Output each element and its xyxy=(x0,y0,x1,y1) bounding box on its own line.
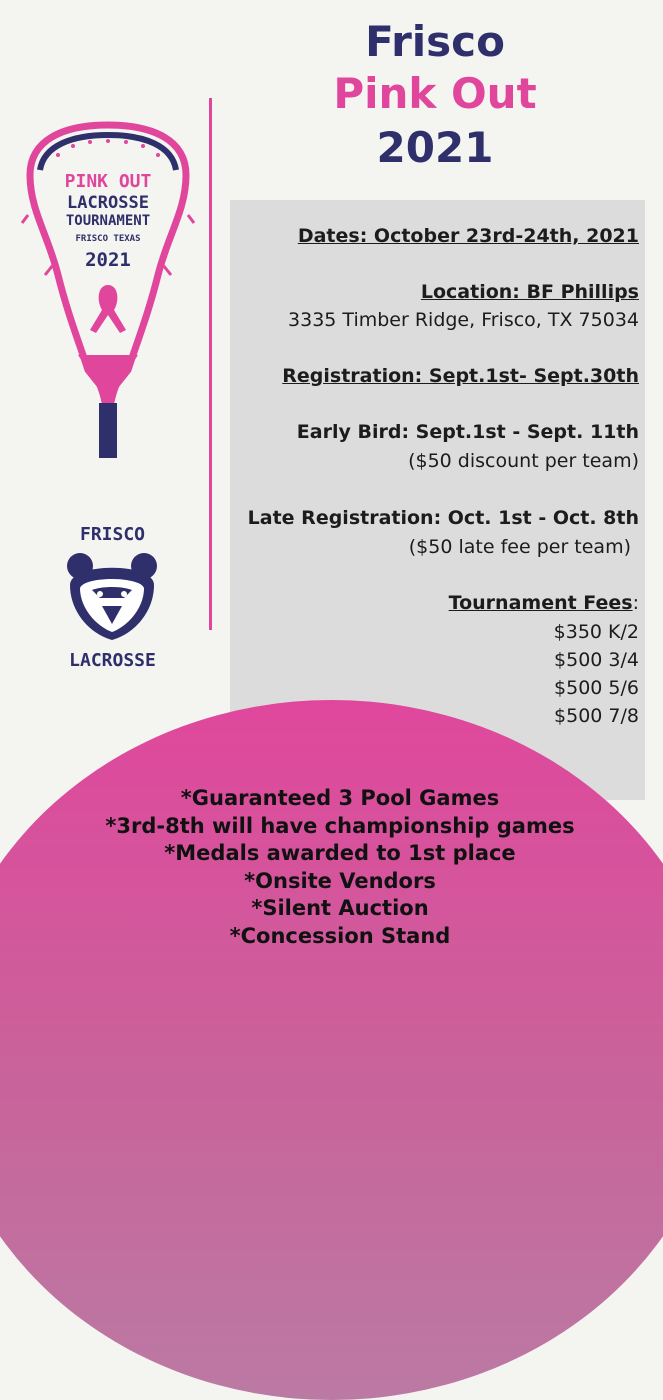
late-registration-note: ($50 late fee per team) xyxy=(408,536,631,558)
features-list xyxy=(40,785,640,950)
registration-line xyxy=(239,362,639,390)
tournament-logo xyxy=(18,115,198,460)
early-bird-line xyxy=(239,418,639,446)
club-logo-lacrosse: LACROSSE xyxy=(69,650,156,671)
list-item: *Onsite Vendors xyxy=(244,868,436,893)
fee-row: $350 K/2 xyxy=(553,621,639,643)
early-bird-note: ($50 discount per team) xyxy=(408,450,639,472)
fees-colon: : xyxy=(632,592,639,614)
logo-year: 2021 xyxy=(85,249,131,271)
logo-lacrosse: LACROSSE xyxy=(67,193,149,213)
dates-label: Dates: October 23rd-24th, 2021 xyxy=(297,225,639,247)
fees-label: Tournament Fees xyxy=(448,592,633,614)
fee-row: $500 3/4 xyxy=(554,649,639,671)
fee-row: $500 7/8 xyxy=(554,705,639,727)
dates-line xyxy=(239,222,639,250)
fee-row: $500 5/6 xyxy=(554,677,639,699)
location-line xyxy=(239,278,639,306)
location-label: Location: BF Phillips xyxy=(420,281,639,303)
vertical-divider xyxy=(209,98,212,630)
registration-label: Registration: Sept.1st- Sept.30th xyxy=(282,365,639,387)
list-item: *3rd-8th will have championship games xyxy=(105,813,575,838)
logo-frisco-texas: FRISCO TEXAS xyxy=(75,234,141,244)
location-address: 3335 Timber Ridge, Frisco, TX 75034 xyxy=(288,309,639,331)
club-logo-frisco: FRISCO xyxy=(79,524,146,545)
list-item: *Silent Auction xyxy=(251,896,429,920)
logo-tournament: TOURNAMENT xyxy=(65,213,151,229)
early-bird-label: Early Bird: Sept.1st - Sept. 11th xyxy=(296,421,639,443)
fees-header xyxy=(239,589,639,617)
title-frisco: Frisco xyxy=(365,17,505,66)
bear-head-icon xyxy=(62,550,162,642)
title-pink-out: Pink Out xyxy=(333,69,537,118)
late-registration-line xyxy=(219,504,639,532)
list-item: *Concession Stand xyxy=(229,923,451,948)
club-logo xyxy=(55,522,170,672)
list-item: *Guaranteed 3 Pool Games xyxy=(180,786,500,810)
late-registration-label: Late Registration: Oct. 1st - Oct. 8th xyxy=(247,507,639,529)
lacrosse-stick-ribbon-icon xyxy=(18,115,198,460)
list-item: *Medals awarded to 1st place xyxy=(164,841,516,865)
title-year: 2021 xyxy=(376,123,494,172)
logo-pink-out: PINK OUT xyxy=(64,171,152,192)
